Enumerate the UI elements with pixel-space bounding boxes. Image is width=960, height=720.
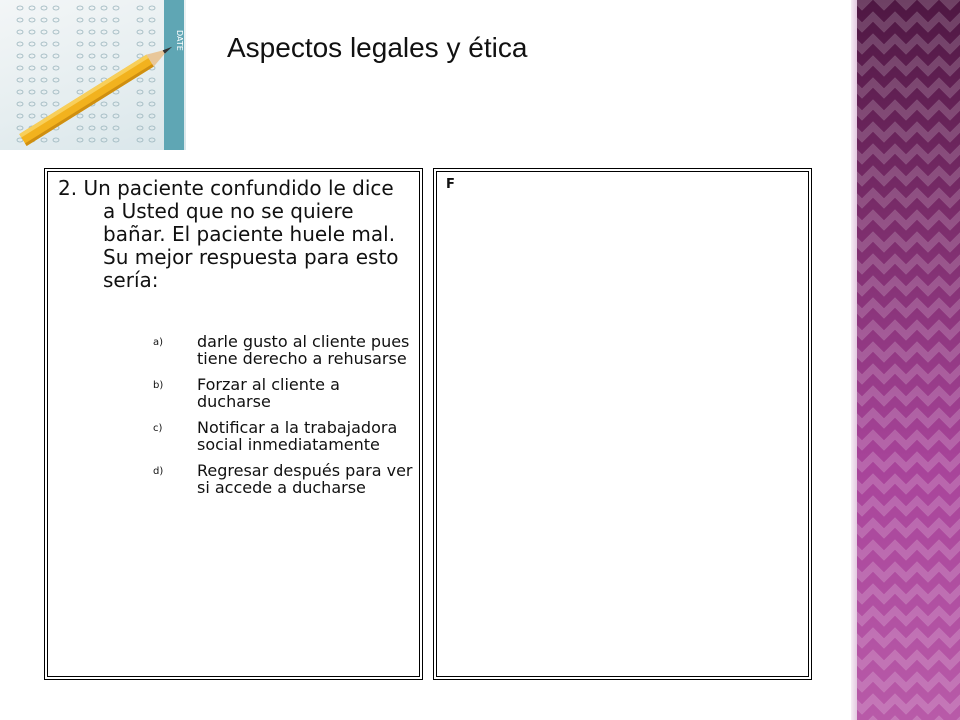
option-marker: b) <box>153 380 164 391</box>
question-text: 2. Un paciente confundido le dice a Usted que no se quiere bañar. El paciente huele mal. Su mejor respuesta para esto sería: <box>58 176 399 292</box>
slide-title: Aspectos legales y ética <box>227 32 528 63</box>
option-marker: c) <box>153 423 163 434</box>
answer-options <box>153 333 415 505</box>
question-panel <box>44 168 423 680</box>
answer-panel <box>433 168 812 680</box>
option-b <box>153 376 415 410</box>
option-marker: a) <box>153 337 164 348</box>
option-c <box>153 419 415 453</box>
option-text: Regresar después para ver si accede a ducharse <box>197 461 413 497</box>
decorative-sidebar <box>851 0 960 720</box>
option-text: Forzar al cliente a ducharse <box>197 375 340 411</box>
option-a <box>153 333 415 367</box>
answer-text: F <box>446 177 455 192</box>
option-d <box>153 462 415 496</box>
option-marker: d) <box>153 466 164 477</box>
option-text: darle gusto al cliente pues tiene derecho a rehusarse <box>197 332 410 368</box>
date-label: DATE <box>175 30 184 51</box>
sidebar-edge <box>851 0 857 720</box>
option-text: Notificar a la trabajadora social inmediatamente <box>197 418 398 454</box>
scantron-pencil-image <box>0 0 186 150</box>
